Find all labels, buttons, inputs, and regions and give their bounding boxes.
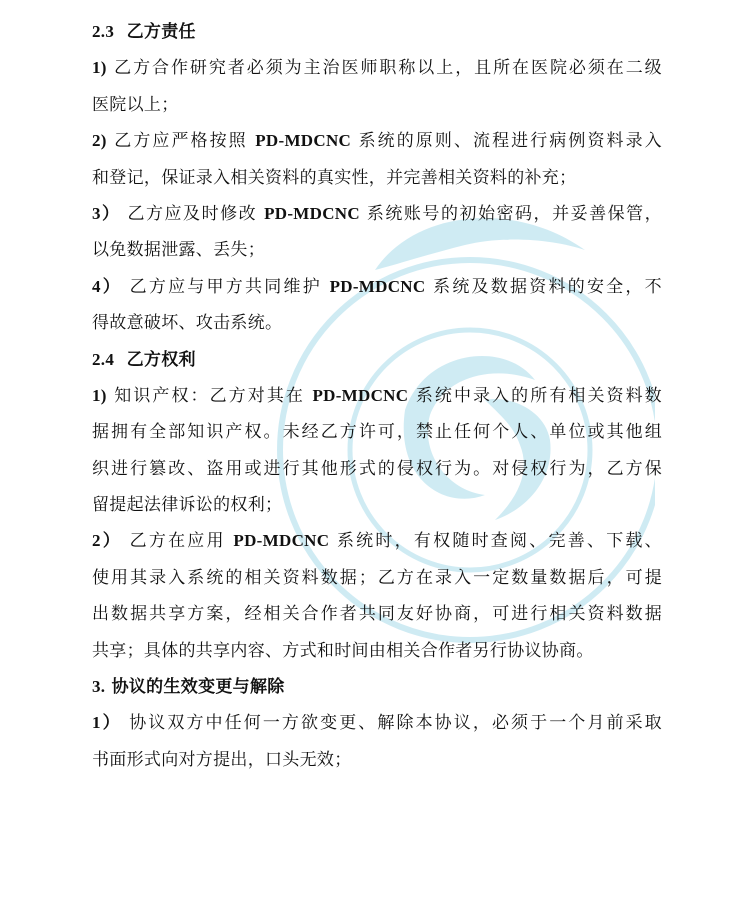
paragraph-text: 协议双方中任何一方欲变更、解除本协议，必须于一个月前采取 (129, 713, 662, 734)
paragraph-text: 系统账号的初始密码，并妥善保管， (366, 203, 662, 224)
paragraph-line (92, 451, 662, 487)
paragraph-text: 书面形式向对方提出，口头无效； (92, 749, 352, 770)
item-number: 2） (92, 531, 122, 551)
paragraph-line (92, 378, 662, 414)
paragraph-line (92, 50, 662, 86)
paragraph-text: 使用其录入系统的相关资料数据；乙方在录入一定数量数据后，可提 (92, 567, 662, 588)
section-number: 3. (92, 677, 106, 697)
paragraph-text: 共享；具体的共享内容、方式和时间由相关合作者另行协议协商。 (92, 640, 594, 661)
section-title: 乙方权利 (126, 349, 196, 370)
paragraph-text: 系统的原则、流程进行病例资料录入 (358, 131, 662, 152)
system-name: PD-MDCNC (255, 131, 352, 151)
section-number: 2.4 (92, 349, 115, 369)
system-name: PD-MDCNC (264, 203, 360, 223)
paragraph-line (92, 305, 662, 341)
paragraph-line (92, 232, 662, 268)
paragraph-text: 留提起法律诉讼的权利； (92, 495, 283, 516)
paragraph-text: 医院以上； (92, 94, 179, 115)
paragraph-line (92, 742, 662, 778)
item-number: 1) (92, 58, 107, 78)
paragraph-text: 乙方应严格按照 (114, 131, 248, 152)
item-number: 2) (92, 131, 107, 151)
paragraph-text: 乙方应与甲方共同维护 (129, 276, 322, 297)
system-name: PD-MDCNC (329, 276, 426, 296)
paragraph-line (92, 487, 662, 523)
paragraph-line (92, 269, 662, 305)
paragraph-text: 乙方应及时修改 (127, 203, 258, 224)
section-heading-3 (92, 669, 662, 705)
section-title: 协议的生效变更与解除 (111, 677, 285, 698)
section-heading-2-3 (92, 14, 662, 50)
document-body (92, 14, 662, 778)
section-number: 2.3 (92, 22, 115, 41)
paragraph-line (92, 560, 662, 596)
paragraph-line (92, 87, 662, 123)
paragraph-text: 得故意破坏、攻击系统。 (92, 313, 283, 334)
paragraph-line (92, 160, 662, 196)
paragraph-text: 系统中录入的所有相关资料数 (415, 385, 662, 406)
paragraph-text: 织进行篡改、盗用或进行其他形式的侵权行为。对侵权行为，乙方保 (92, 458, 662, 479)
paragraph-line (92, 123, 662, 159)
item-number: 3） (92, 203, 121, 223)
paragraph-text: 据拥有全部知识产权。未经乙方许可，禁止任何个人、单位或其他组 (92, 422, 662, 443)
system-name: PD-MDCNC (312, 385, 409, 405)
section-heading-2-4 (92, 342, 662, 378)
item-number: 1) (92, 385, 107, 405)
paragraph-text: 出数据共享方案，经相关合作者共同友好协商，可进行相关资料数据 (92, 604, 662, 625)
paragraph-line (92, 596, 662, 632)
paragraph-text: 系统时，有权随时查阅、完善、下载、 (336, 531, 662, 552)
paragraph-line (92, 633, 662, 669)
section-title: 乙方责任 (126, 22, 196, 42)
paragraph-text: 以免数据泄露、丢失； (92, 240, 265, 261)
system-name: PD-MDCNC (233, 531, 330, 551)
paragraph-line (92, 523, 662, 559)
paragraph-text: 知识产权：乙方对其在 (114, 385, 305, 406)
paragraph-text: 乙方合作研究者必须为主治医师职称以上，且所在医院必须在二级 (114, 58, 662, 79)
paragraph-text: 乙方在应用 (129, 531, 226, 552)
paragraph-line (92, 196, 662, 232)
item-number: 1） (92, 713, 122, 733)
paragraph-line (92, 414, 662, 450)
paragraph-text: 系统及数据资料的安全，不 (433, 276, 662, 297)
item-number: 4） (92, 276, 122, 296)
paragraph-text: 和登记，保证录入相关资料的真实性，并完善相关资料的补充； (92, 167, 577, 188)
paragraph-line (92, 705, 662, 741)
